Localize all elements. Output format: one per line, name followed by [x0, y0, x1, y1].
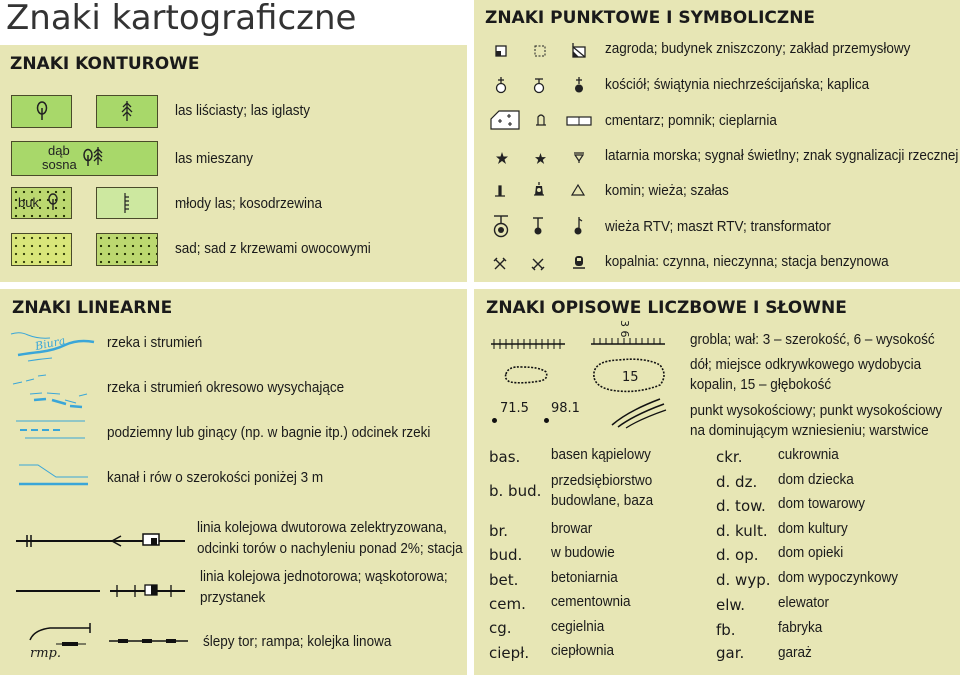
- abbr-d-kult: d. kult.: [716, 522, 768, 540]
- desc-grobla: grobla; wał: 3 – szerokość, 6 – wysokość: [690, 331, 935, 348]
- dwarf-pine-icon: [122, 192, 132, 214]
- label-cmentarz: cmentarz; pomnik; cieplarnia: [605, 112, 777, 129]
- label-sad: sad; sad z krzewami owocowymi: [175, 240, 371, 257]
- abbr-d-tow: d. tow.: [716, 497, 766, 515]
- symbol-sad: [11, 233, 72, 266]
- abbr-bet: bet.: [489, 571, 519, 589]
- abbr-d-wyp: d. wyp.: [716, 571, 771, 589]
- canal-symbol: [18, 462, 90, 488]
- full-ckr: cukrownia: [778, 446, 839, 463]
- double-track-railway-symbol: [15, 530, 187, 552]
- tower-icon: [533, 181, 545, 197]
- desc-punkt-2: na dominującym wzniesieniu; warstwice: [690, 422, 929, 439]
- full-d-op: dom opieki: [778, 544, 844, 561]
- abbr-d-op: d. op.: [716, 546, 759, 564]
- transformer-icon: [572, 216, 584, 236]
- box-text-buk: buk: [18, 195, 39, 210]
- label-kanal: kanał i rów o szerokości poniżej 3 m: [107, 469, 324, 486]
- label-linia-jednotorowa-1: linia kolejowa jednotorowa; wąskotorowa;: [200, 568, 448, 585]
- full-b-bud-1: przedsiębiorstwo: [551, 472, 653, 489]
- height-point-dot: [492, 418, 497, 423]
- abbr-fb: fb.: [716, 621, 736, 639]
- full-d-tow: dom towarowy: [778, 495, 866, 512]
- dike-symbol: [490, 337, 566, 351]
- greenhouse-icon: [566, 116, 592, 126]
- full-elw: elewator: [778, 594, 830, 611]
- full-bas: basen kąpielowy: [551, 446, 651, 463]
- rtv-mast-icon: [532, 216, 544, 236]
- full-bud: w budowie: [551, 544, 615, 561]
- full-b-bud-2: budowlane, baza: [551, 492, 654, 509]
- label-slepy-tor: ślepy tor; rampa; kolejka linowa: [203, 633, 392, 650]
- abbr-d-dz: d. dz.: [716, 473, 758, 491]
- contour-lines-symbol: [608, 395, 668, 429]
- height-value-2: 98.1: [551, 401, 580, 416]
- church-icon: [495, 76, 507, 94]
- rmp-label: rmp.: [30, 646, 61, 661]
- full-d-dz: dom dziecka: [778, 471, 854, 488]
- full-fb: fabryka: [778, 619, 823, 636]
- full-gar: garaż: [778, 644, 812, 661]
- farm-icon: [495, 45, 507, 57]
- label-kopalnia: kopalnia: czynna, nieczynna; stacja benzynowa: [605, 253, 889, 270]
- monument-icon: [535, 113, 547, 127]
- pit-symbol-small: [502, 364, 550, 386]
- heading-opisowe: ZNAKI OPISOWE LICZBOWE I SŁOWNE: [486, 298, 847, 318]
- abbr-bud: bud.: [489, 546, 523, 564]
- chapel-icon: [574, 76, 584, 94]
- label-las-lisciasty: las liściasty; las iglasty: [175, 102, 311, 119]
- heading-linearne: ZNAKI LINEARNE: [12, 298, 173, 318]
- cable-railway-symbol: [108, 634, 190, 648]
- chimney-icon: [494, 185, 506, 197]
- abbr-ckr: ckr.: [716, 448, 743, 466]
- abbr-b-bud: b. bud.: [489, 482, 542, 500]
- rtv-tower-icon: [492, 214, 510, 238]
- label-latarnia: latarnia morska; sygnał świetlny; znak sygnalizacji rzecznej: [605, 147, 959, 164]
- river-signal-icon: [573, 152, 585, 164]
- abbr-elw: elw.: [716, 596, 746, 614]
- label-zagroda: zagroda; budynek zniszczony; zakład przemysłowy: [605, 40, 911, 57]
- label-wieza-rtv: wieża RTV; maszt RTV; transformator: [605, 218, 831, 235]
- label-kosciol: kościół; świątynia niechrześcijańska; kaplica: [605, 76, 870, 93]
- label-rzeka: rzeka i strumień: [107, 334, 203, 351]
- height-point-dot: [544, 418, 549, 423]
- label-podziemny: podziemny lub ginący (np. w bagnie itp.) odcinek rzeki: [107, 424, 431, 441]
- desc-punkt-1: punkt wysokościowy; punkt wysokościowy: [690, 402, 943, 419]
- heading-punktowe: ZNAKI PUNKTOWE I SYMBOLICZNE: [485, 8, 816, 28]
- pit-depth: 15: [622, 370, 639, 385]
- label-mlody-las: młody las; kosodrzewina: [175, 195, 323, 212]
- full-bet: betoniarnia: [551, 569, 618, 586]
- symbol-sad-z-krzewami: [96, 233, 158, 266]
- dike-numbers: 3 6: [618, 320, 631, 338]
- deciduous-tree-icon: [47, 193, 59, 211]
- ruined-building-icon: [534, 45, 546, 57]
- cemetery-icon: [490, 110, 520, 130]
- embankment-symbol: [590, 337, 666, 349]
- box-text-sosna: sosna: [42, 157, 77, 172]
- abbr-ciepl: ciepł.: [489, 644, 530, 662]
- desc-dol-2: kopalin, 15 – głębokość: [690, 376, 832, 393]
- underground-river-symbol: [15, 416, 90, 446]
- full-ciepl: ciepłownia: [551, 642, 615, 659]
- label-rzeka-okresowa: rzeka i strumień okresowo wysychające: [107, 379, 345, 396]
- label-linia-dwutorowa-1: linia kolejowa dwutorowa zelektryzowana,: [197, 519, 447, 536]
- abbr-bas: bas.: [489, 448, 521, 466]
- label-linia-jednotorowa-2: przystanek: [200, 589, 266, 606]
- full-cg: cegielnia: [551, 618, 605, 635]
- heading-konturowe: ZNAKI KONTUROWE: [10, 54, 200, 74]
- label-komin: komin; wieża; szałas: [605, 182, 729, 199]
- height-value-1: 71.5: [500, 401, 529, 416]
- abbr-cg: cg.: [489, 619, 512, 637]
- seasonal-river-symbol: [12, 370, 87, 410]
- light-signal-icon: [535, 153, 546, 164]
- gas-station-icon: [572, 254, 586, 270]
- abbr-br: br.: [489, 522, 509, 540]
- full-br: browar: [551, 520, 593, 537]
- full-d-wyp: dom wypoczynkowy: [778, 569, 899, 586]
- label-linia-dwutorowa-2: odcinki torów o nachyleniu ponad 2%; stacja: [197, 540, 463, 557]
- inactive-mine-icon: [531, 257, 545, 271]
- full-d-kult: dom kultury: [778, 520, 848, 537]
- single-track-railway-symbol: [15, 580, 187, 602]
- abbr-gar: gar.: [716, 644, 745, 662]
- active-mine-icon: [493, 257, 507, 271]
- abbr-cem: cem.: [489, 595, 526, 613]
- page-title: Znaki kartograficzne: [6, 0, 357, 38]
- shelter-icon: [571, 184, 585, 196]
- full-cem: cementownia: [551, 593, 631, 610]
- box-text-dab: dąb: [48, 143, 70, 158]
- conifer-tree-icon: [93, 146, 103, 166]
- temple-icon: [533, 76, 545, 94]
- lighthouse-icon: [496, 152, 508, 164]
- river-name: Biura: [33, 333, 67, 354]
- desc-dol-1: dół; miejsce odkrywkowego wydobycia: [690, 356, 922, 373]
- label-las-mieszany: las mieszany: [175, 150, 254, 167]
- factory-icon: [572, 42, 586, 58]
- deciduous-tree-icon: [35, 101, 49, 121]
- conifer-tree-icon: [121, 100, 133, 122]
